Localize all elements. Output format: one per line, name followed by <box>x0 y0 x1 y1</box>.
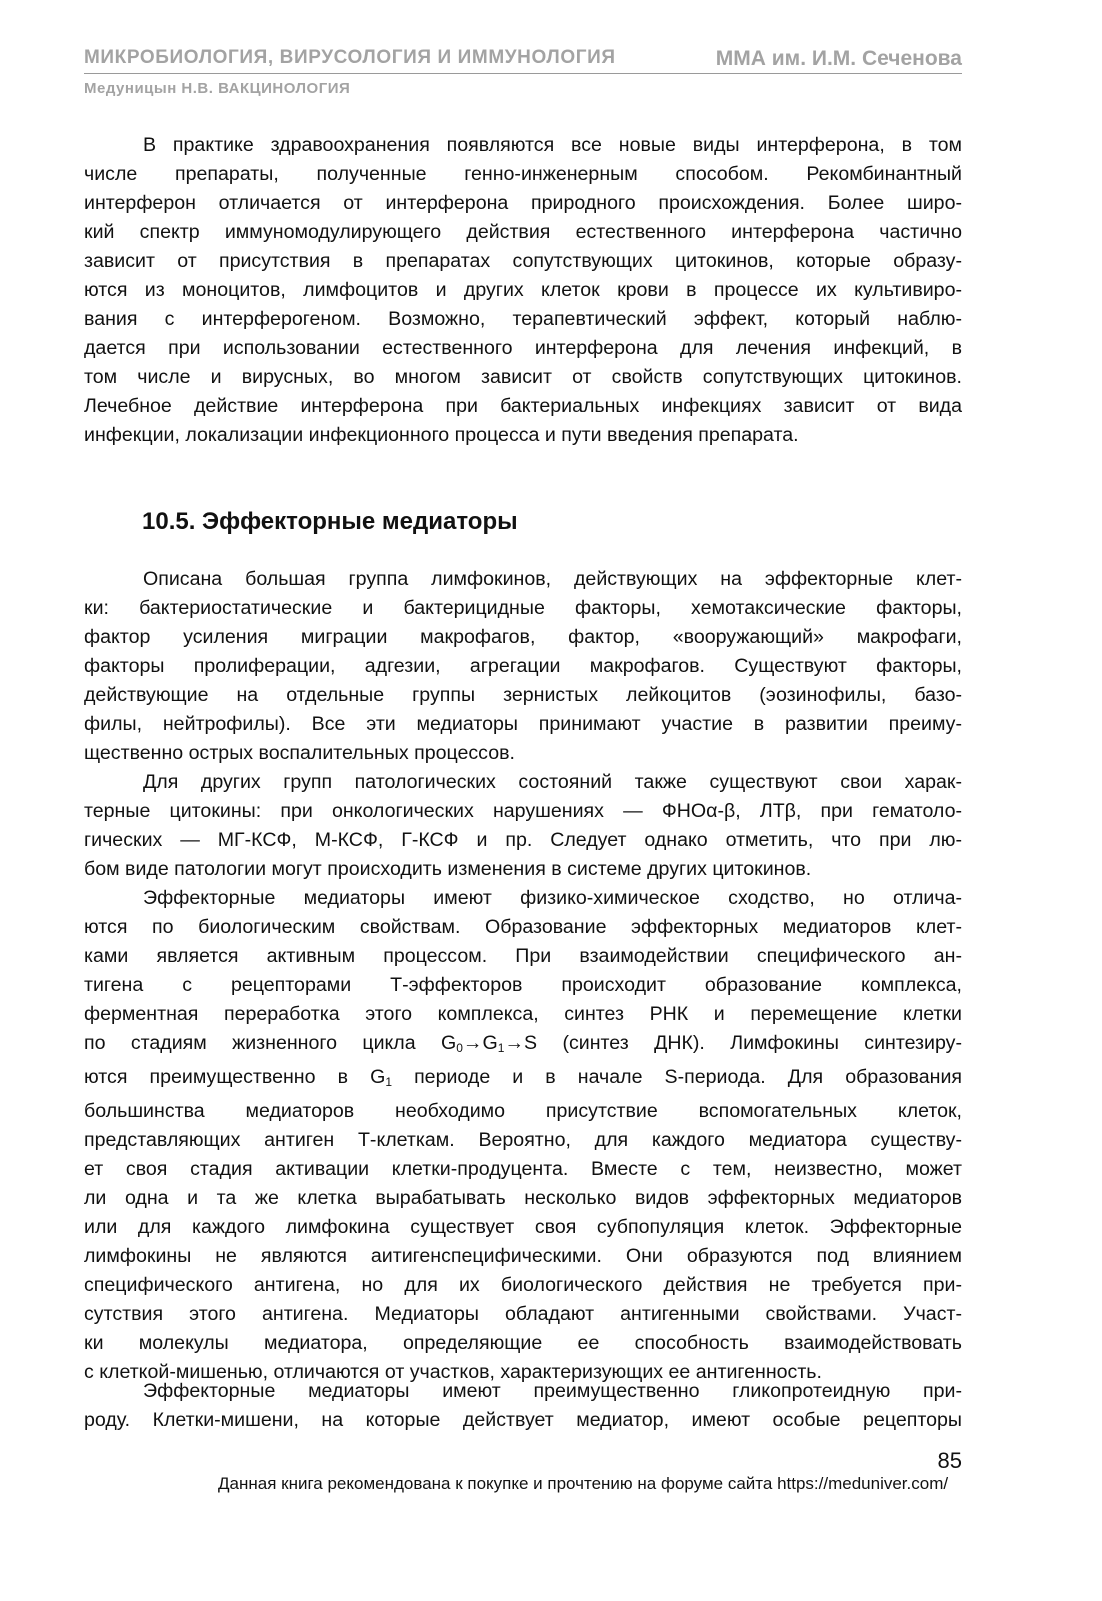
page-number: 85 <box>937 1448 962 1473</box>
text-line: бом виде патологии могут происходить изменения в системе других цитокинов. <box>84 858 812 880</box>
text-line: терные цитокины: при онкологических нарушениях — ФНОα-β, ЛТβ, при гематоло- <box>84 800 962 822</box>
text-line: ет своя стадия активации клетки-продуцента. Вместе с тем, неизвестно, может <box>84 1158 962 1180</box>
section-heading: 10.5. Эффекторные медиаторы <box>142 508 518 535</box>
text-line: факторы пролиферации, адгезии, агрегации макрофагов. Существуют факторы, <box>84 655 962 677</box>
text-line: специфического антигена, но для их биологического действия не требуется при- <box>84 1274 962 1296</box>
text-line: с клеткой-мишенью, отличаются от участков, характеризующих ее антигенность. <box>84 1361 822 1383</box>
text-line: ферментная переработка этого комплекса, синтез РНК и перемещение клетки <box>84 1003 962 1025</box>
subscript: 0 <box>456 1041 463 1055</box>
intro-paragraph <box>84 131 962 450</box>
text-line: филы, нейтрофилы). Все эти медиаторы принимают участие в развитии преиму- <box>84 713 962 735</box>
text-line: Лечебное действие интерферона при бактериальных инфекциях зависит от вида <box>84 395 962 417</box>
subscript: 1 <box>497 1041 505 1055</box>
text-line-g1-period: ются преимущественно в $G_1$ периоде и в начале S-периода. Для образования <box>84 1066 963 1089</box>
text-line: числе препараты, полученные генно-инженерным способом. Рекомбинантный <box>84 163 962 185</box>
header-rule <box>84 47 962 74</box>
text-line: инфекции, локализации инфекционного процесса и пути введения препарата. <box>84 424 799 446</box>
text-line: ки молекулы медиатора, определяющие ее способность взаимодействовать <box>84 1332 962 1354</box>
text-line: лимфокины не являются аитигенспецифическими. Они образуются под влиянием <box>84 1245 962 1267</box>
text-line: Эффекторные медиаторы имеют физико-химическое сходство, но отлича- <box>143 887 962 909</box>
text-line: представляющих антиген Т-клеткам. Вероятно, для каждого медиатора существу- <box>84 1129 962 1151</box>
text-line-cell-cycle: по стадиям жизненного цикла $G_0\to G_1\to S$ (синтез ДНК). Лимфокины синтезиру- <box>84 1032 962 1055</box>
text-line: или для каждого лимфокина существует своя субпопуляция клеток. Эффекторные <box>84 1216 962 1238</box>
text-line: гических — МГ-КСФ, М-КСФ, Г-КСФ и пр. Следует однако отметить, что при лю- <box>84 829 962 851</box>
paragraph-glycoprotein <box>84 1377 962 1435</box>
text-line: кий спектр иммуномодулирующего действия естественного интерферона частично <box>84 221 962 243</box>
text-line: ются из моноцитов, лимфоцитов и других клеток крови в процессе их культивиро- <box>84 279 962 301</box>
text-line: действующие на отдельные группы зернистых лейкоцитов (эозинофилы, базо- <box>84 684 962 706</box>
text-line: том числе и вирусных, во многом зависит от свойств сопутствующих цитокинов. <box>84 366 962 388</box>
paragraph-effector-factors <box>84 565 962 768</box>
paragraph-cytokines <box>84 768 962 884</box>
text-line: тигена с рецепторами Т-эффекторов происходит образование комплекса, <box>84 974 962 996</box>
text-line: вания с интерферогеном. Возможно, терапевтический эффект, который наблю- <box>84 308 962 330</box>
text-line: сутствия этого антигена. Медиаторы обладают антигенными свойствами. Участ- <box>84 1303 962 1325</box>
text-line: ли одна и та же клетка вырабатывать несколько видов эффекторных медиаторов <box>84 1187 962 1209</box>
text-line: ками является активным процессом. При взаимодействии специфического ан- <box>84 945 962 967</box>
institution-name: ММА им. И.М. Сеченова <box>715 47 962 70</box>
text-line: Описана большая группа лимфокинов, действующих на эффекторные клет- <box>143 568 962 590</box>
text-line: В практике здравоохранения появляются все новые виды интерферона, в том <box>143 134 962 156</box>
text-line: зависит от присутствия в препаратах сопутствующих цитокинов, которые образу- <box>84 250 962 272</box>
text-line: Для других групп патологических состояний также существуют свои харак- <box>143 771 962 793</box>
text-line: фактор усиления миграции макрофагов, фактор, «вооружающий» макрофаги, <box>84 626 962 648</box>
text-line: интерферон отличается от интерферона природного происхождения. Более широ- <box>84 192 962 214</box>
text-line: ются по биологическим свойствам. Образование эффекторных медиаторов клет- <box>84 916 962 938</box>
text-line: ки: бактериостатические и бактерицидные факторы, хемотаксические факторы, <box>84 597 962 619</box>
text-line: Эффекторные медиаторы имеют преимущественно гликопротеидную при- <box>143 1380 962 1402</box>
footer-note: Данная книга рекомендована к покупке и прочтению на форуме сайта https://meduniver.com/ <box>218 1474 949 1493</box>
subscript: 1 <box>385 1075 392 1089</box>
book-title: Медуницын Н.В. ВАКЦИНОЛОГИЯ <box>84 80 351 97</box>
text-line: дается при использовании естественного интерферона для лечения инфекций, в <box>84 337 962 359</box>
text-line: щественно острых воспалительных процессов. <box>84 742 515 764</box>
text-line: роду. Клетки-мишени, на которые действует медиатор, имеют особые рецепторы <box>84 1409 962 1431</box>
series-title: МИКРОБИОЛОГИЯ, ВИРУСОЛОГИЯ И ИММУНОЛОГИЯ <box>84 47 616 68</box>
paragraph-mediator-properties <box>84 884 962 1387</box>
text-line: большинства медиаторов необходимо присутствие вспомогательных клеток, <box>84 1100 962 1122</box>
